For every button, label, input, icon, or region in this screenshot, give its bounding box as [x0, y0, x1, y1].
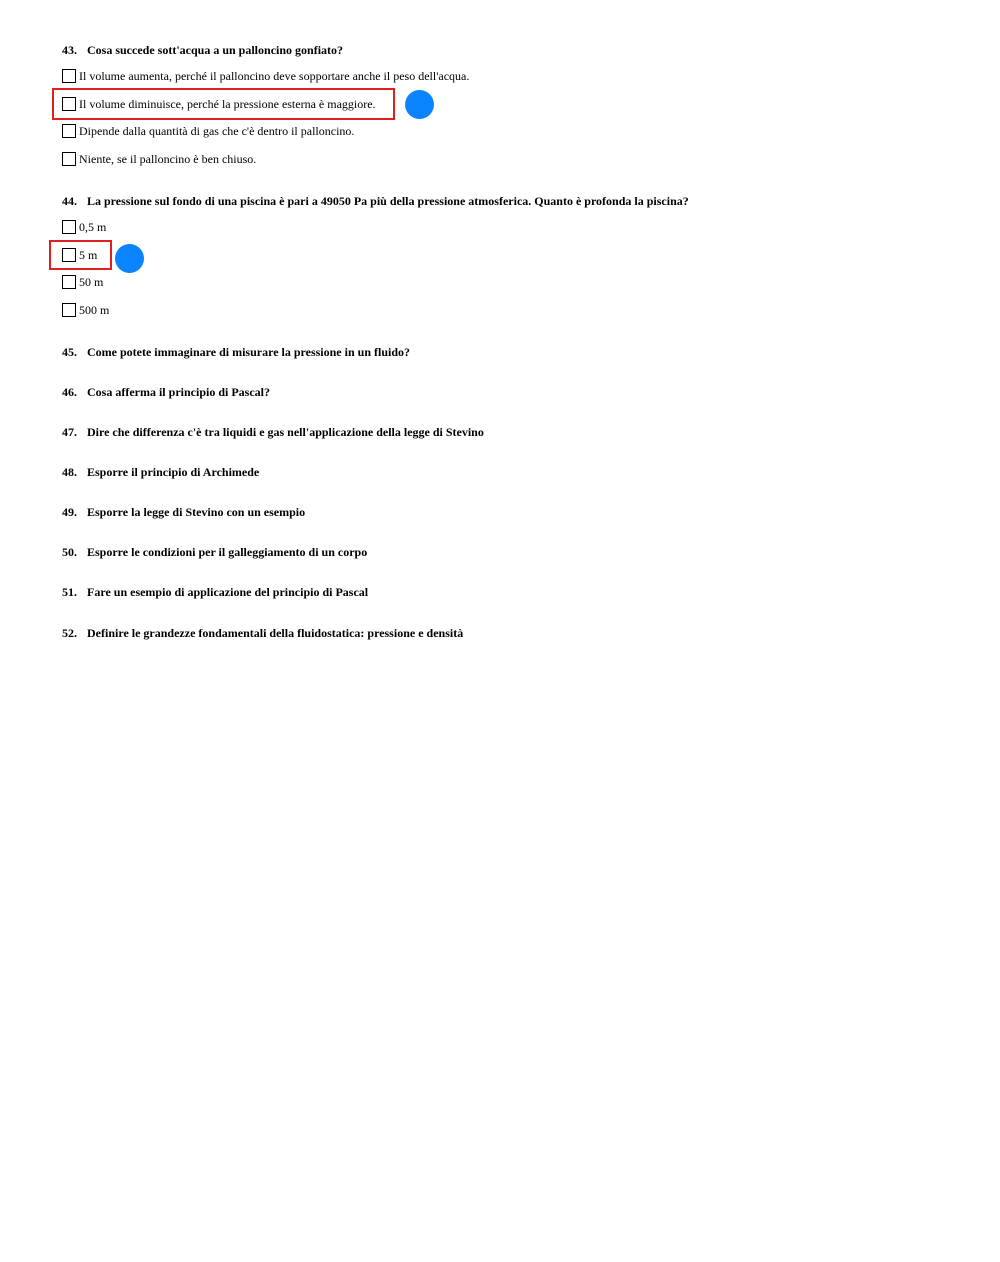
q43-highlight-box: [52, 88, 395, 120]
checkbox[interactable]: [62, 124, 76, 138]
question-text: Cosa succede sott'acqua a un palloncino gonfiato?: [87, 43, 344, 57]
question-text: Definire le grandezze fondamentali della fluidostatica: pressione e densità: [87, 626, 464, 640]
q43-option-1[interactable]: [62, 68, 469, 84]
checkbox[interactable]: [62, 303, 76, 317]
q44-marker-dot: [115, 244, 144, 273]
question-47-title: [62, 425, 484, 439]
option-label: 50 m: [79, 274, 104, 289]
question-text: Cosa afferma il principio di Pascal?: [87, 385, 270, 399]
question-text: Fare un esempio di applicazione del principio di Pascal: [87, 585, 369, 599]
question-number: 51.: [62, 585, 77, 599]
question-number: 50.: [62, 545, 77, 559]
question-text: La pressione sul fondo di una piscina è pari a 49050 Pa più della pressione atmosferica. Quanto è profonda la piscina?: [87, 194, 689, 208]
question-text: Esporre la legge di Stevino con un esempio: [87, 505, 306, 519]
question-46-title: [62, 385, 270, 399]
question-48-title: [62, 465, 259, 479]
q43-marker-dot: [405, 90, 434, 119]
option-label: 0,5 m: [79, 219, 107, 234]
checkbox[interactable]: [62, 275, 76, 289]
question-text: Dire che differenza c'è tra liquidi e gas nell'applicazione della legge di Stevino: [87, 425, 484, 439]
option-label: Niente, se il palloncino è ben chiuso.: [79, 151, 257, 166]
question-49-title: [62, 505, 305, 519]
q44-option-1[interactable]: [62, 219, 106, 235]
q44-option-3[interactable]: [62, 274, 103, 290]
question-44-title: [62, 194, 689, 208]
q43-option-3[interactable]: [62, 123, 354, 139]
option-label: Il volume aumenta, perché il palloncino deve sopportare anche il peso dell'acqua.: [79, 68, 470, 83]
question-45-title: [62, 345, 410, 359]
question-51-title: [62, 585, 368, 599]
q43-option-4[interactable]: [62, 151, 256, 167]
question-text: Esporre il principio di Archimede: [87, 465, 260, 479]
option-label: Il volume diminuisce, perché la pressione esterna è maggiore.: [79, 96, 376, 111]
question-number: 52.: [62, 626, 77, 640]
question-number: 44.: [62, 194, 77, 208]
question-50-title: [62, 545, 367, 559]
question-text: Come potete immaginare di misurare la pressione in un fluido?: [87, 345, 411, 359]
option-label: Dipende dalla quantità di gas che c'è dentro il palloncino.: [79, 123, 355, 138]
question-43-title: [62, 43, 343, 57]
option-label: 500 m: [79, 302, 110, 317]
question-number: 43.: [62, 43, 77, 57]
q44-option-4[interactable]: [62, 302, 109, 318]
question-number: 48.: [62, 465, 77, 479]
option-label: 5 m: [79, 247, 98, 262]
q44-highlight-box: [49, 240, 112, 270]
checkbox[interactable]: [62, 69, 76, 83]
checkbox[interactable]: [62, 220, 76, 234]
question-number: 47.: [62, 425, 77, 439]
question-text: Esporre le condizioni per il galleggiamento di un corpo: [87, 545, 368, 559]
question-52-title: [62, 626, 463, 640]
question-number: 46.: [62, 385, 77, 399]
checkbox[interactable]: [62, 152, 76, 166]
question-number: 45.: [62, 345, 77, 359]
question-number: 49.: [62, 505, 77, 519]
